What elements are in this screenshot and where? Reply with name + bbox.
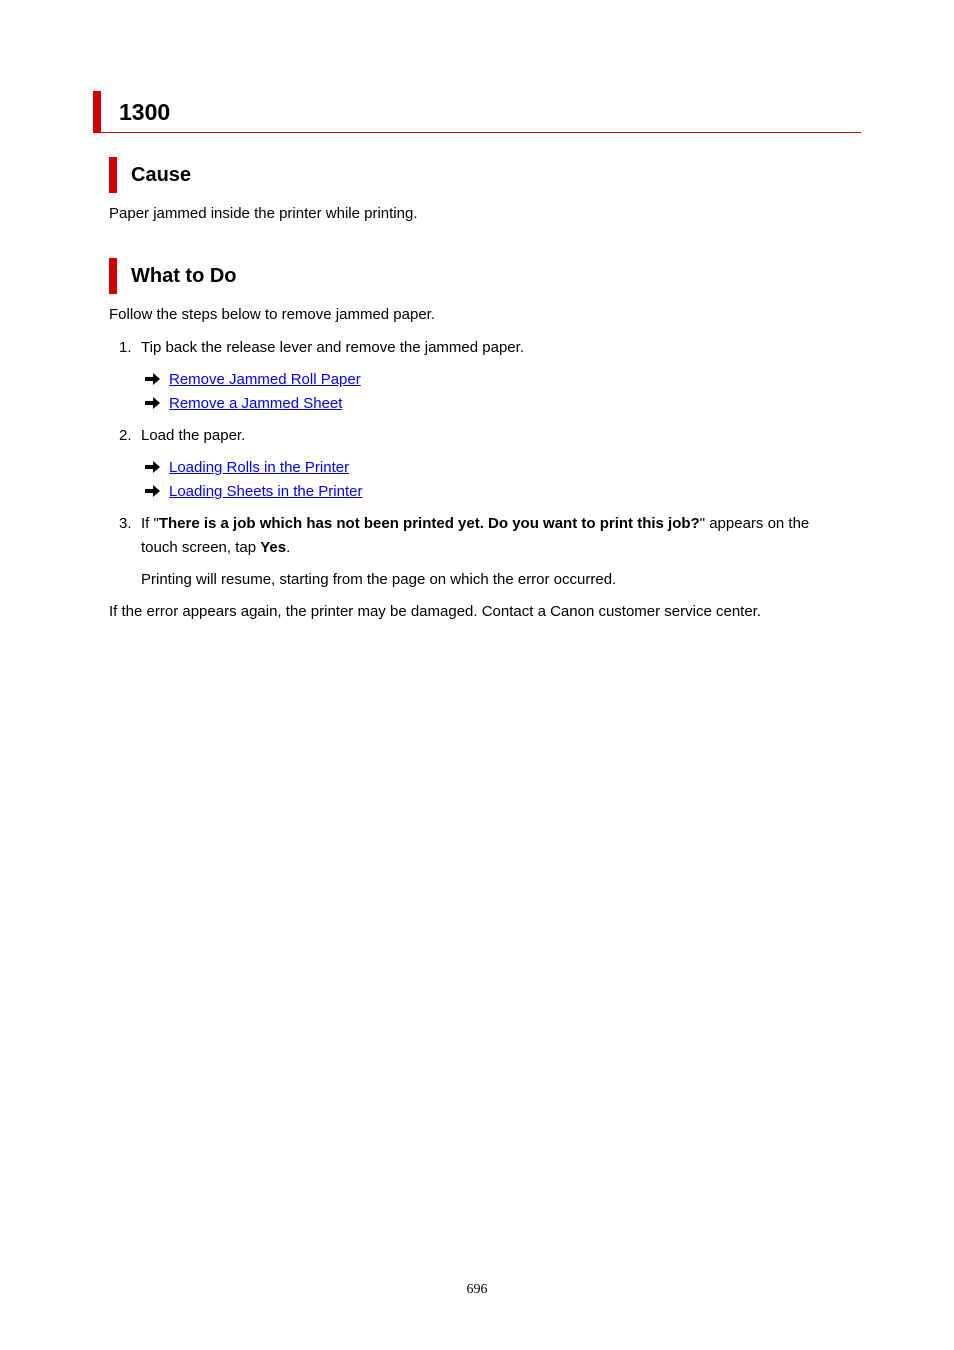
section-title-cause: Cause <box>131 164 192 186</box>
step-text-suffix: " appears on the <box>699 515 810 532</box>
step-number: 3. <box>119 515 132 532</box>
link-remove-jammed-sheet[interactable]: Remove a Jammed Sheet <box>169 395 343 412</box>
page-number: 696 <box>466 1282 488 1297</box>
right-arrow-icon <box>145 373 161 385</box>
step-text-line2-suffix: . <box>286 539 291 556</box>
step-note: Printing will resume, starting from the page on which the error occurred. <box>141 571 617 588</box>
link-loading-rolls[interactable]: Loading Rolls in the Printer <box>169 459 350 476</box>
yes-label: Yes <box>260 539 287 556</box>
link-item <box>145 392 342 416</box>
page-heading <box>93 91 861 133</box>
step-text-prefix: If " <box>141 515 159 532</box>
link-item <box>145 456 349 480</box>
right-arrow-icon <box>145 461 161 473</box>
link-item <box>145 368 361 392</box>
step-text-line2 <box>141 536 290 560</box>
right-arrow-icon <box>145 485 161 497</box>
step-text <box>141 512 809 536</box>
link-item <box>145 480 362 504</box>
step-number: 1. <box>119 339 132 356</box>
right-arrow-icon <box>145 397 161 409</box>
prompt-message: There is a job which has not been printed yet. Do you want to print this job? <box>158 515 700 532</box>
section-accent-bar <box>109 258 117 294</box>
step-text: Load the paper. <box>141 427 246 444</box>
page-title: 1300 <box>119 99 171 125</box>
step-text: Tip back the release lever and remove the jammed paper. <box>141 339 524 356</box>
step-number: 2. <box>119 427 132 444</box>
heading-accent-bar <box>93 91 101 133</box>
intro-text: Follow the steps below to remove jammed paper. <box>109 306 435 323</box>
section-accent-bar <box>109 157 117 193</box>
cause-text: Paper jammed inside the printer while printing. <box>109 205 418 222</box>
closing-text: If the error appears again, the printer may be damaged. Contact a Canon customer service center. <box>109 603 762 620</box>
link-loading-sheets[interactable]: Loading Sheets in the Printer <box>169 483 363 500</box>
section-title-what-to-do: What to Do <box>131 265 237 287</box>
step-text-line2-prefix: touch screen, tap <box>141 539 261 556</box>
link-remove-jammed-roll-paper[interactable]: Remove Jammed Roll Paper <box>169 371 361 388</box>
